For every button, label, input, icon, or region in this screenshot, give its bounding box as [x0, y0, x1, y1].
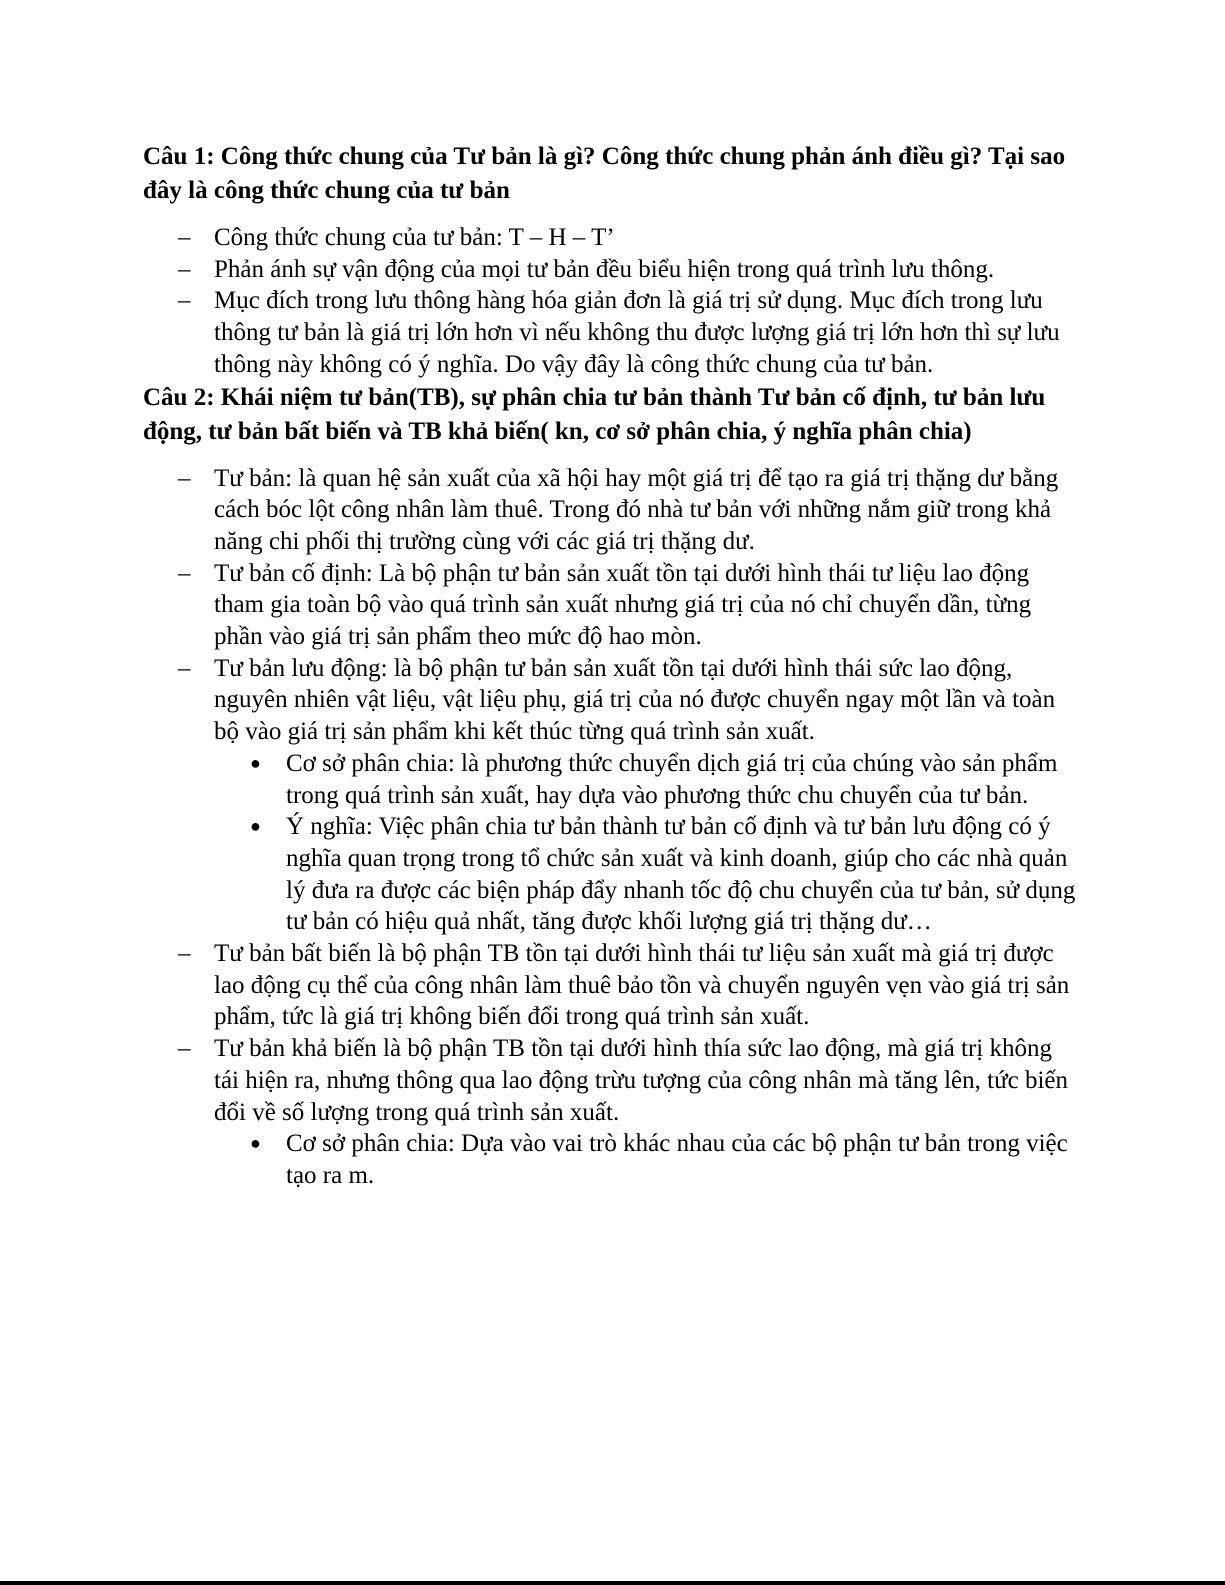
- list-item-text: Tư bản: là quan hệ sản xuất của xã hội hay một giá trị để tạo ra giá trị thặng dư bằng cách bóc lột công nhân làm thuê. Trong đó nhà tư bản với những nắm giữ trong khả năng chi phối thị trường cùng với các giá trị thặng dư.: [214, 464, 1059, 555]
- sub-list: [214, 1128, 1083, 1191]
- list-item-text: Phản ánh sự vận động của mọi tư bản đều biểu hiện trong quá trình lưu thông.: [214, 255, 995, 283]
- list-item: [143, 285, 1083, 380]
- sub-list: [214, 748, 1083, 938]
- list-item-text: Tư bản bất biến là bộ phận TB tồn tại dưới hình thái tư liệu sản xuất mà giá trị được lao động cụ thể của công nhân làm thuê bảo tồn và chuyển nguyên vẹn vào giá trị sản phẩm, tức là giá trị không biến đổi trong quá trình sản xuất.: [214, 940, 1070, 1031]
- list-item-text: Tư bản lưu động: là bộ phận tư bản sản xuất tồn tại dưới hình thái sức lao động, nguyên nhiên vật liệu, vật liệu phụ, giá trị của nó được chuyển ngay một lần và toàn bộ vào giá trị sản phẩm khi kết thúc từng quá trình sản xuất.: [214, 654, 1056, 746]
- list-item: [143, 653, 1083, 938]
- bullet-marker: ●: [250, 1133, 261, 1154]
- dash-marker: –: [178, 464, 191, 492]
- bullet-marker: ●: [250, 752, 261, 773]
- question-1-list: [143, 222, 1083, 381]
- sub-list-item-text: Cơ sở phân chia: là phương thức chuyển dịch giá trị của chúng vào sản phẩm trong quá trình sản xuất, hay dựa vào phương thức chu chuyển của tư bản.: [286, 749, 1058, 809]
- list-item: [143, 222, 1083, 254]
- list-item-text: Mục đích trong lưu thông hàng hóa giản đơn là giá trị sử dụng. Mục đích trong lưu thông tư bản là giá trị lớn hơn vì nếu không thu được lượng giá trị lớn hơn thì sự lưu thông này không có ý nghĩa. Do vậy đây là công thức chung của tư bản.: [214, 287, 1060, 378]
- sub-list-item-text: Ý nghĩa: Việc phân chia tư bản thành tư bản cố định và tư bản lưu động có ý nghĩa quan trọng trong tổ chức sản xuất và kinh doanh, giúp cho các nhà quản lý đưa ra được các biện pháp đẩy nhanh tốc độ chu chuyển của tư bản, sử dụng tư bản có hiệu quả nhất, tăng được khối lượng giá trị thặng dư…: [286, 813, 1076, 936]
- question-1-heading: Câu 1: Công thức chung của Tư bản là gì? Công thức chung phản ánh điều gì? Tại sao đây là công thức chung của tư bản: [143, 143, 1066, 204]
- sub-list-item: [214, 811, 1083, 938]
- list-item-text: Tư bản cố định: Là bộ phận tư bản sản xuất tồn tại dưới hình thái tư liệu lao động tham gia toàn bộ vào quá trình sản xuất nhưng giá trị của nó chỉ chuyển dần, từng phần vào giá trị sản phẩm theo mức độ hao mòn.: [214, 559, 1032, 651]
- dash-marker: –: [178, 1035, 191, 1063]
- dash-marker: –: [178, 654, 191, 682]
- dash-marker: –: [178, 224, 191, 251]
- dash-marker: –: [178, 559, 191, 587]
- question-2-list: [143, 463, 1083, 1192]
- document-page: [143, 140, 1083, 1192]
- sub-list-item: [214, 1128, 1083, 1191]
- bottom-edge-rule: [0, 1581, 1225, 1585]
- list-item-text: Công thức chung của tư bản: T – H – T’: [214, 224, 615, 251]
- dash-marker: –: [178, 255, 191, 283]
- bullet-marker: ●: [250, 816, 261, 837]
- list-item: [143, 558, 1083, 653]
- sub-list-item: [214, 748, 1083, 811]
- list-item-text: Tư bản khả biến là bộ phận TB tồn tại dưới hình thía sức lao động, mà giá trị không tái hiện ra, nhưng thông qua lao động trừu tượng của công nhân mà tăng lên, tức biến đổi về số lượng trong quá trình sản xuất.: [214, 1035, 1069, 1126]
- dash-marker: –: [178, 287, 191, 315]
- list-item: [143, 463, 1083, 558]
- sub-list-item-text: Cơ sở phân chia: Dựa vào vai trò khác nhau của các bộ phận tư bản trong việc tạo ra m.: [286, 1130, 1068, 1189]
- list-item: [143, 938, 1083, 1033]
- dash-marker: –: [178, 940, 191, 968]
- list-item: [143, 1033, 1083, 1192]
- list-item: [143, 254, 1083, 286]
- question-2-heading: Câu 2: Khái niệm tư bản(TB), sự phân chia tư bản thành Tư bản cố định, tư bản lưu động, tư bản bất biến và TB khả biến( kn, cơ sở phân chia, ý nghĩa phân chia): [143, 383, 1046, 445]
